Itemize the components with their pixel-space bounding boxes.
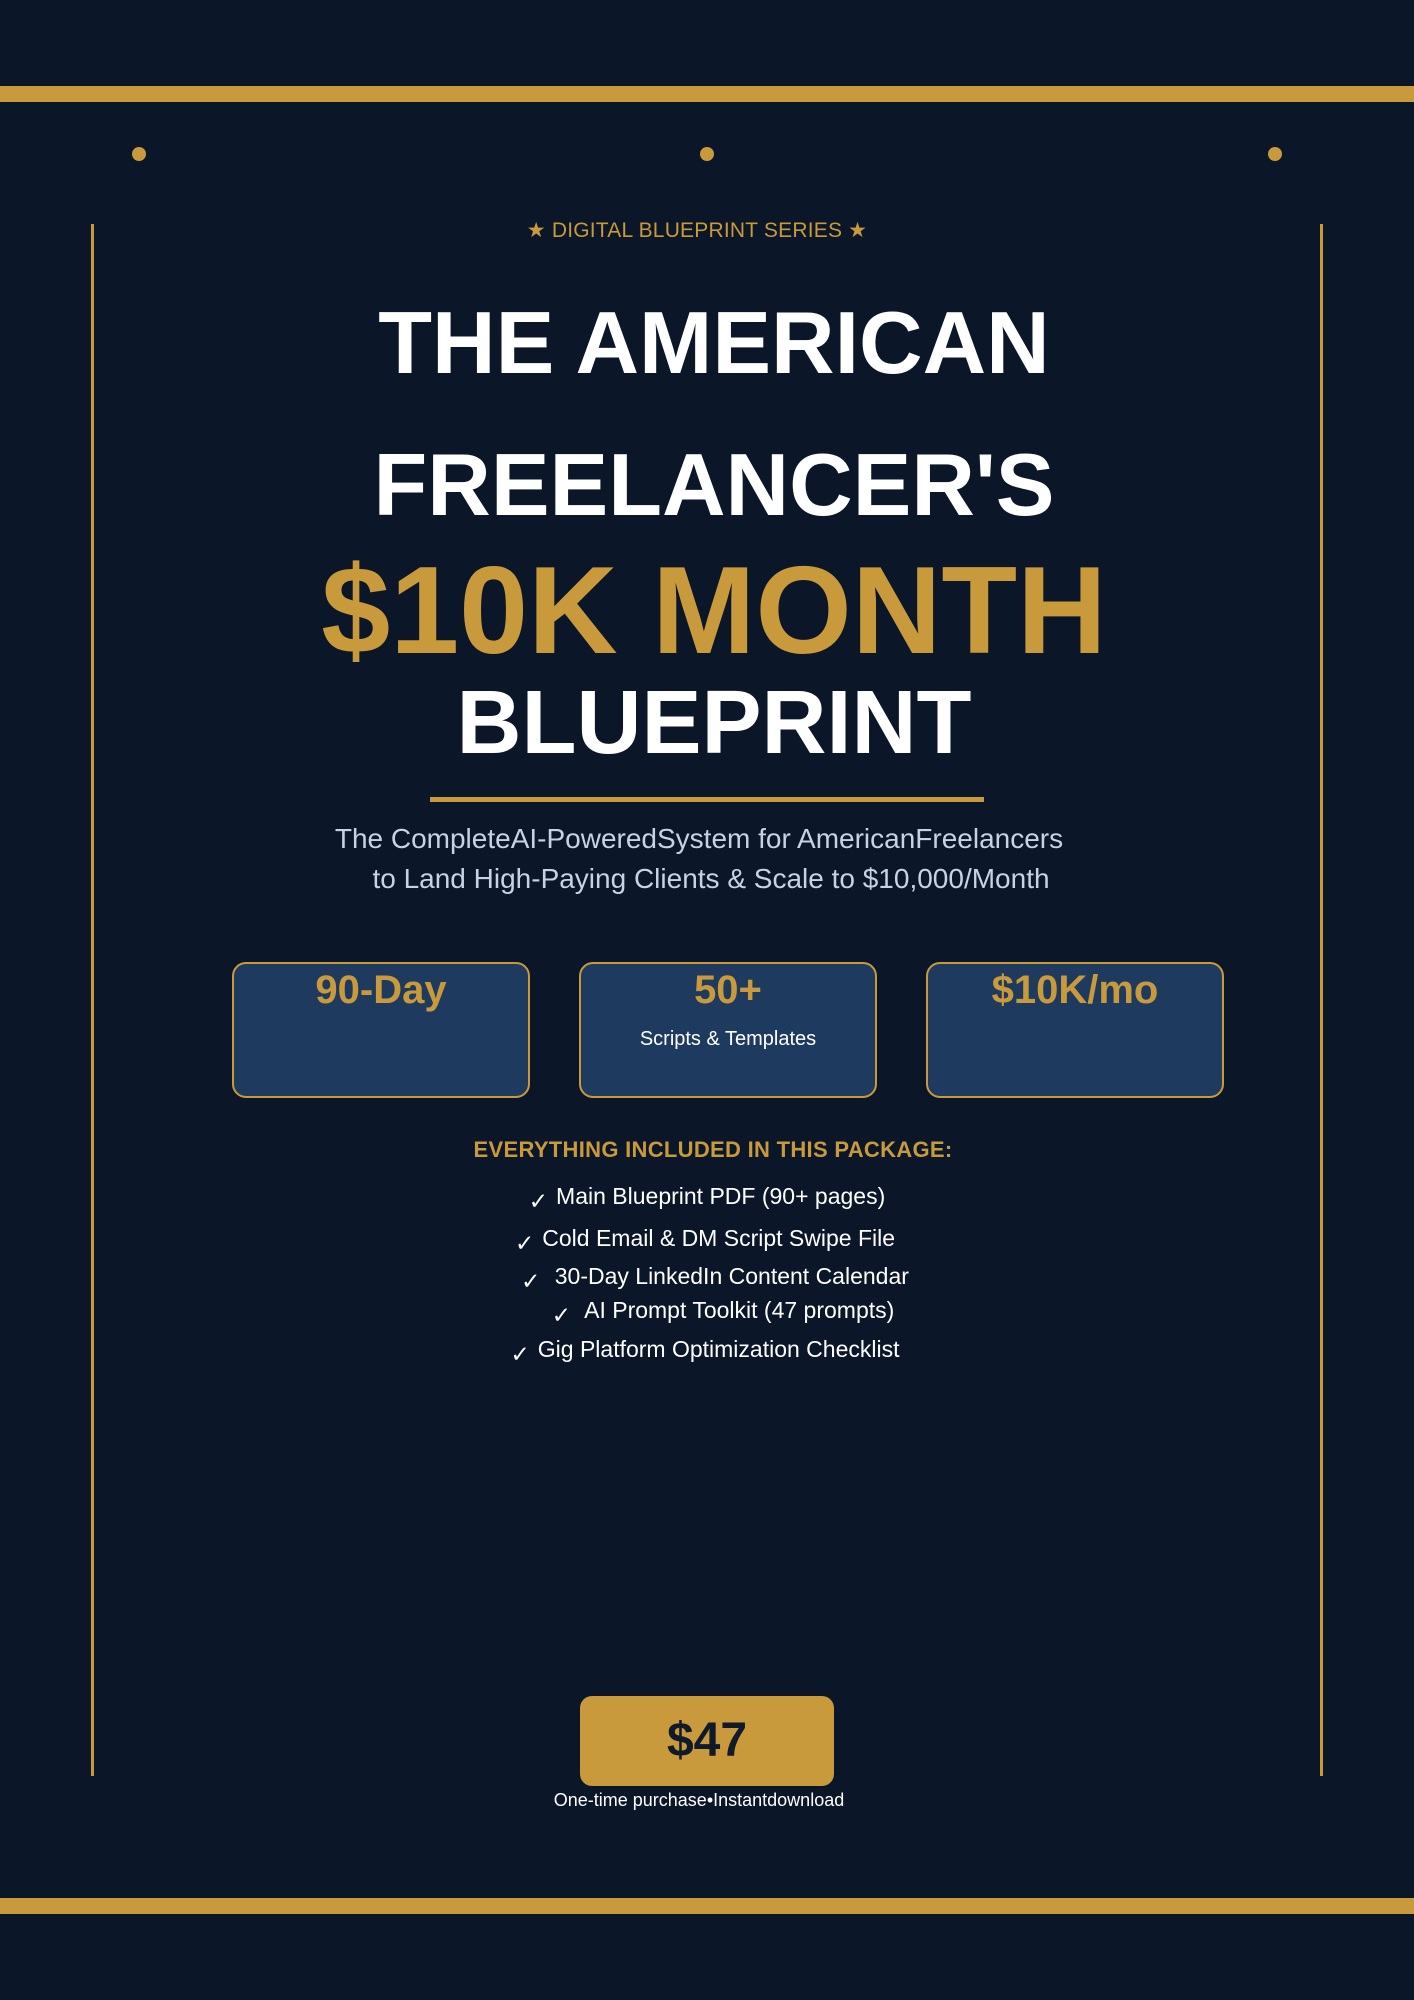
title-line-1: THE AMERICAN xyxy=(378,293,1050,392)
list-item-text: Cold Email & DM Script Swipe File xyxy=(542,1225,896,1251)
list-item xyxy=(16,1297,1414,1328)
list-item-text: Main Blueprint PDF (90+ pages) xyxy=(556,1183,886,1209)
check-icon: ✓ xyxy=(514,1230,535,1256)
check-icon: ✓ xyxy=(510,1341,530,1367)
purchase-note: One-time purchase•Instantdownload xyxy=(553,1790,845,1810)
top-gold-band xyxy=(0,86,1414,102)
decorative-dot-center xyxy=(700,147,714,161)
list-item xyxy=(0,1225,1412,1256)
check-icon: ✓ xyxy=(521,1268,541,1294)
stat-value: 50+ xyxy=(694,968,762,1012)
list-item xyxy=(0,1336,1412,1367)
subtitle-line-2: to Land High-Paying Clients & Scale to $10,000/Month xyxy=(372,863,1050,894)
list-item xyxy=(0,1183,1414,1214)
included-heading: EVERYTHING INCLUDED IN THIS PACKAGE: xyxy=(473,1137,953,1162)
series-label: ★ DIGITAL BLUEPRINT SERIES ★ xyxy=(526,219,868,242)
title-divider xyxy=(430,797,984,802)
subtitle-line-1: The CompleteAI-PoweredSystem for AmericanFreelancers xyxy=(334,823,1064,854)
title-line-3-highlight: $10K MONTH xyxy=(321,542,1107,680)
stat-card-scripts xyxy=(579,962,877,1098)
stat-value: $10K/mo xyxy=(991,968,1159,1012)
list-item-text: 30-Day LinkedIn Content Calendar xyxy=(548,1263,909,1289)
title-line-4: BLUEPRINT xyxy=(456,673,972,773)
check-icon: ✓ xyxy=(528,1188,549,1214)
stat-card-duration xyxy=(232,962,530,1098)
decorative-dot-left xyxy=(132,147,146,161)
title-line-2: FREELANCER'S xyxy=(373,435,1055,534)
price-label: $47 xyxy=(666,1714,748,1767)
stat-card-income xyxy=(926,962,1224,1098)
stat-value: 90-Day xyxy=(315,968,447,1012)
buy-price-button[interactable] xyxy=(580,1696,834,1786)
check-icon: ✓ xyxy=(551,1302,571,1328)
bottom-gold-band xyxy=(0,1898,1414,1914)
list-item-text: AI Prompt Toolkit (47 prompts) xyxy=(578,1297,895,1323)
decorative-dot-right xyxy=(1268,147,1282,161)
list-item xyxy=(8,1263,1414,1294)
list-item-text: Gig Platform Optimization Checklist xyxy=(537,1336,900,1362)
stat-label: Scripts & Templates xyxy=(639,1028,817,1050)
